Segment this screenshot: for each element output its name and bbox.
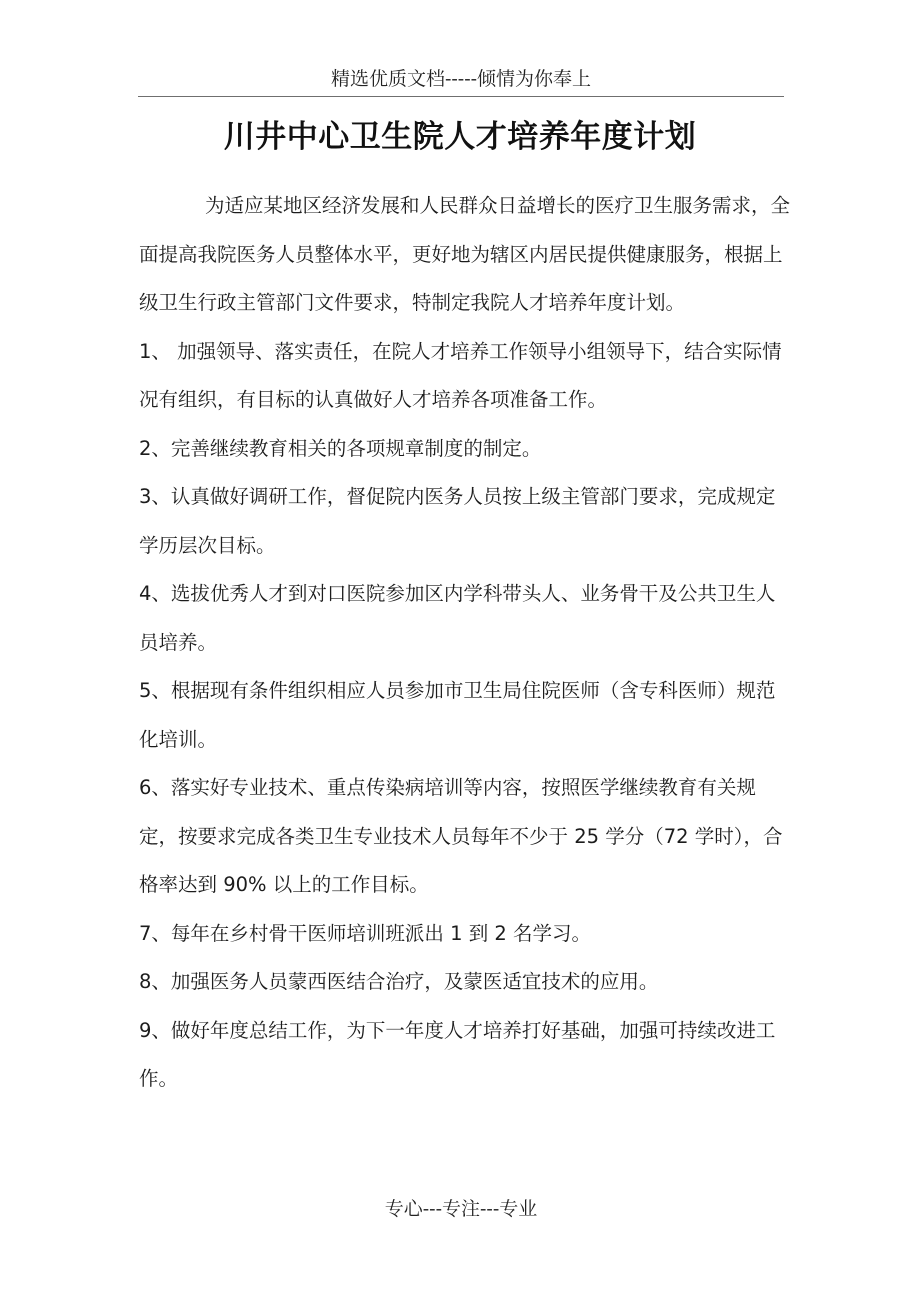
plan-item-9: 9、做好年度总结工作，为下一年度人才培养打好基础，加强可持续改进工作。	[139, 1018, 776, 1090]
plan-item-3: 3、认真做好调研工作，督促院内医务人员按上级主管部门要求，完成规定学历层次目标。	[139, 485, 776, 557]
document-body	[139, 182, 791, 1104]
plan-item-1: 1、 加强领导、落实责任，在院人才培养工作领导小组领导下，结合实际情况有组织，有目标的认真做好人才培养各项准备工作。	[139, 339, 782, 411]
header-divider	[138, 96, 784, 97]
plan-item-2: 2、完善继续教育相关的各项规章制度的制定。	[139, 436, 542, 460]
plan-item-5: 5、根据现有条件组织相应人员参加市卫生局住院医师（含专科医师）规范化培训。	[139, 679, 776, 751]
document-title: 川井中心卫生院人才培养年度计划	[223, 119, 697, 155]
plan-item-7: 7、每年在乡村骨干医师培训班派出 1 到 2 名学习。	[139, 921, 592, 945]
page-footer: 专心---专注---专业	[384, 1198, 538, 1220]
plan-item-4: 4、选拔优秀人才到对口医院参加区内学科带头人、业务骨干及公共卫生人员培养。	[139, 582, 776, 654]
plan-item-6: 6、落实好专业技术、重点传染病培训等内容，按照医学继续教育有关规定，按要求完成各类卫生专业技术人员每年不少于 25 学分（72 学时），合格率达到 90% 以上的工作目标。	[139, 776, 783, 896]
intro-paragraph: 为适应某地区经济发展和人民群众日益增长的医疗卫生服务需求，全面提高我院医务人员整体水平，更好地为辖区内居民提供健康服务，根据上级卫生行政主管部门文件要求，特制定我院人才培养年度计划。	[139, 194, 791, 314]
page-header: 精选优质文档-----倾情为你奉上	[330, 68, 592, 90]
plan-item-8: 8、加强医务人员蒙西医结合治疗，及蒙医适宜技术的应用。	[139, 970, 659, 993]
